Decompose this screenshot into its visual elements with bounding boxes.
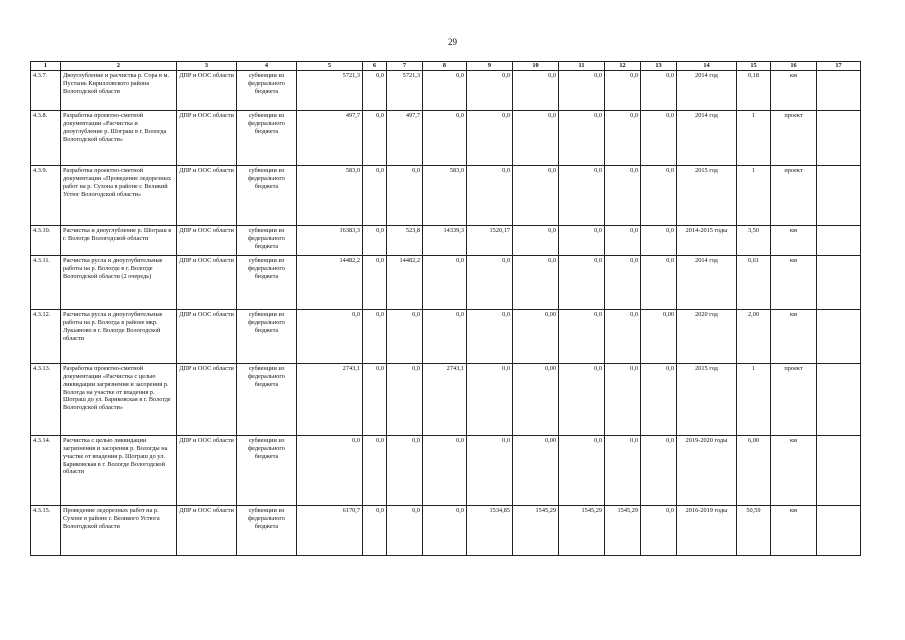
- row-name: Расчистка и дноуглубление р. Шограш в г. Вологде Вологодской области: [61, 226, 177, 256]
- row-value-8: 0,0: [423, 71, 467, 111]
- row-total: 497,7: [297, 111, 363, 166]
- row-code: 4.3.9.: [31, 166, 61, 226]
- column-header: 7: [387, 62, 423, 71]
- row-value-9: 0,0: [467, 71, 513, 111]
- row-value-13: 0,0: [641, 256, 677, 310]
- row-value-6: 0,0: [363, 506, 387, 556]
- row-quantity: 2,00: [737, 310, 771, 364]
- table-row: [31, 256, 861, 310]
- row-unit: км: [771, 71, 817, 111]
- row-name: Разработка проектно-сметной документации «Проведение ледорезных работ на р. Сухона в районе г. Великий Устюг Вологодской области»: [61, 166, 177, 226]
- row-quantity: 1: [737, 111, 771, 166]
- row-value-7: 0,0: [387, 166, 423, 226]
- row-executor: ДПР и ООС области: [177, 364, 237, 436]
- row-value-7: 497,7: [387, 111, 423, 166]
- row-code: 4.3.11.: [31, 256, 61, 310]
- row-value-8: 14339,3: [423, 226, 467, 256]
- row-value-7: 5721,3: [387, 71, 423, 111]
- table-row: [31, 166, 861, 226]
- row-value-10: 0,0: [513, 226, 559, 256]
- row-value-7: 14482,2: [387, 256, 423, 310]
- row-executor: ДПР и ООС области: [177, 256, 237, 310]
- row-value-13: 0,00: [641, 310, 677, 364]
- row-code: 4.3.15.: [31, 506, 61, 556]
- row-value-10: 0,0: [513, 256, 559, 310]
- row-quantity: 1: [737, 166, 771, 226]
- row-name: Расчистка с целью ликвидации загрязнения и засорения р. Вологды на участке от впадения р. Шограш до ул. Бариковская в г. Вологде Вологодской области: [61, 436, 177, 506]
- row-executor: ДПР и ООС области: [177, 506, 237, 556]
- row-funding-source: субвенции из федерального бюджета: [237, 364, 297, 436]
- table-row: [31, 506, 861, 556]
- row-quantity: 0,61: [737, 256, 771, 310]
- table-row: [31, 436, 861, 506]
- row-code: 4.3.12.: [31, 310, 61, 364]
- row-value-17: [817, 111, 861, 166]
- row-value-17: [817, 506, 861, 556]
- row-value-9: 0,0: [467, 436, 513, 506]
- row-value-7: 0,0: [387, 506, 423, 556]
- row-value-17: [817, 166, 861, 226]
- row-quantity: 1: [737, 364, 771, 436]
- row-funding-source: субвенции из федерального бюджета: [237, 436, 297, 506]
- row-value-11: 0,0: [559, 71, 605, 111]
- row-name: Двоуглубление и расчистка р. Сора в м. Пустынь Кирилловского района Вологодской области: [61, 71, 177, 111]
- row-funding-source: субвенции из федерального бюджета: [237, 166, 297, 226]
- column-header: 3: [177, 62, 237, 71]
- row-value-10: 0,0: [513, 111, 559, 166]
- row-value-9: 0,0: [467, 310, 513, 364]
- column-header: 9: [467, 62, 513, 71]
- row-value-10: 0,00: [513, 436, 559, 506]
- row-period: 2015 год: [677, 364, 737, 436]
- row-quantity: 0,18: [737, 71, 771, 111]
- row-code: 4.3.7.: [31, 71, 61, 111]
- table-row: [31, 111, 861, 166]
- row-value-6: 0,0: [363, 436, 387, 506]
- row-value-9: 1534,85: [467, 506, 513, 556]
- row-value-11: 0,0: [559, 226, 605, 256]
- row-quantity: 50,59: [737, 506, 771, 556]
- column-header: 5: [297, 62, 363, 71]
- column-header: 14: [677, 62, 737, 71]
- row-total: 16383,3: [297, 226, 363, 256]
- row-value-7: 0,0: [387, 310, 423, 364]
- column-header: 2: [61, 62, 177, 71]
- row-value-9: 1520,17: [467, 226, 513, 256]
- row-total: 5721,3: [297, 71, 363, 111]
- table-row: [31, 310, 861, 364]
- row-total: 14482,2: [297, 256, 363, 310]
- row-unit: проект: [771, 166, 817, 226]
- column-header: 16: [771, 62, 817, 71]
- row-period: 2014 год: [677, 256, 737, 310]
- row-funding-source: субвенции из федерального бюджета: [237, 111, 297, 166]
- row-value-8: 0,0: [423, 256, 467, 310]
- page-number: 29: [448, 37, 457, 47]
- row-value-6: 0,0: [363, 166, 387, 226]
- row-value-8: 0,0: [423, 436, 467, 506]
- row-name: Проведение ледорезных работ на р. Сухоне в районе г. Великого Устюга Вологодской области: [61, 506, 177, 556]
- row-unit: км: [771, 256, 817, 310]
- row-value-11: 0,0: [559, 310, 605, 364]
- row-executor: ДПР и ООС области: [177, 71, 237, 111]
- column-header: 17: [817, 62, 861, 71]
- row-code: 4.3.14.: [31, 436, 61, 506]
- row-value-8: 0,0: [423, 310, 467, 364]
- row-total: 2743,1: [297, 364, 363, 436]
- row-value-7: 523,8: [387, 226, 423, 256]
- row-value-12: 0,0: [605, 71, 641, 111]
- row-unit: проект: [771, 364, 817, 436]
- row-name: Разработка проектно-сметной документации «Расчистка и дноуглубление р. Шограш в г. Вологда Вологодской области»: [61, 111, 177, 166]
- row-name: Расчистка русла и дноуглубительные работы на р. Вологда в районе мкр. Лукьяново в г. Вологде Вологодской области: [61, 310, 177, 364]
- row-value-13: 0,0: [641, 166, 677, 226]
- column-header: 12: [605, 62, 641, 71]
- row-executor: ДПР и ООС области: [177, 111, 237, 166]
- row-unit: км: [771, 436, 817, 506]
- row-total: 0,0: [297, 436, 363, 506]
- row-code: 4.3.8.: [31, 111, 61, 166]
- row-value-7: 0,0: [387, 436, 423, 506]
- row-executor: ДПР и ООС области: [177, 166, 237, 226]
- row-value-10: 1545,29: [513, 506, 559, 556]
- row-value-12: 0,0: [605, 310, 641, 364]
- row-value-6: 0,0: [363, 111, 387, 166]
- row-value-9: 0,0: [467, 111, 513, 166]
- row-value-17: [817, 226, 861, 256]
- row-total: 0,0: [297, 310, 363, 364]
- row-name: Расчистка русла и дноуглубительные работы на р. Вологде в г. Вологде Вологодской области (2 очередь): [61, 256, 177, 310]
- row-value-13: 0,0: [641, 226, 677, 256]
- row-quantity: 6,00: [737, 436, 771, 506]
- row-funding-source: субвенции из федерального бюджета: [237, 310, 297, 364]
- row-value-6: 0,0: [363, 71, 387, 111]
- row-unit: км: [771, 226, 817, 256]
- row-total: 6170,7: [297, 506, 363, 556]
- row-funding-source: субвенции из федерального бюджета: [237, 226, 297, 256]
- row-value-7: 0,0: [387, 364, 423, 436]
- row-funding-source: субвенции из федерального бюджета: [237, 256, 297, 310]
- row-period: 2019-2020 годы: [677, 436, 737, 506]
- row-value-9: 0,0: [467, 256, 513, 310]
- column-header: 11: [559, 62, 605, 71]
- row-unit: км: [771, 506, 817, 556]
- row-value-9: 0,0: [467, 166, 513, 226]
- row-funding-source: субвенции из федерального бюджета: [237, 71, 297, 111]
- row-value-9: 0,0: [467, 364, 513, 436]
- row-value-13: 0,0: [641, 364, 677, 436]
- row-period: 2020 год: [677, 310, 737, 364]
- row-value-13: 0,0: [641, 436, 677, 506]
- row-executor: ДПР и ООС области: [177, 310, 237, 364]
- table-row: [31, 71, 861, 111]
- row-value-12: 0,0: [605, 364, 641, 436]
- row-value-17: [817, 436, 861, 506]
- table-row: [31, 226, 861, 256]
- row-value-6: 0,0: [363, 364, 387, 436]
- column-header: 13: [641, 62, 677, 71]
- row-value-12: 0,0: [605, 226, 641, 256]
- row-value-12: 0,0: [605, 256, 641, 310]
- row-value-10: 0,00: [513, 364, 559, 436]
- row-period: 2014-2015 годы: [677, 226, 737, 256]
- row-value-11: 0,0: [559, 111, 605, 166]
- column-header: 8: [423, 62, 467, 71]
- table-row: [31, 364, 861, 436]
- row-value-11: 0,0: [559, 436, 605, 506]
- budget-table: [30, 61, 861, 556]
- row-value-13: 0,0: [641, 71, 677, 111]
- row-value-6: 0,0: [363, 226, 387, 256]
- row-total: 583,0: [297, 166, 363, 226]
- row-value-10: 0,0: [513, 166, 559, 226]
- row-unit: проект: [771, 111, 817, 166]
- row-value-6: 0,0: [363, 256, 387, 310]
- row-unit: км: [771, 310, 817, 364]
- row-code: 4.3.10.: [31, 226, 61, 256]
- row-period: 2014 год: [677, 71, 737, 111]
- row-value-17: [817, 310, 861, 364]
- row-value-8: 0,0: [423, 111, 467, 166]
- row-value-12: 0,0: [605, 436, 641, 506]
- row-value-13: 0,0: [641, 111, 677, 166]
- column-header: 15: [737, 62, 771, 71]
- row-period: 2015 год: [677, 166, 737, 226]
- header-row: [31, 62, 861, 71]
- row-period: 2014 год: [677, 111, 737, 166]
- row-value-12: 0,0: [605, 166, 641, 226]
- column-header: 4: [237, 62, 297, 71]
- row-value-11: 1545,29: [559, 506, 605, 556]
- row-value-11: 0,0: [559, 166, 605, 226]
- row-value-17: [817, 71, 861, 111]
- row-value-12: 0,0: [605, 111, 641, 166]
- row-value-11: 0,0: [559, 364, 605, 436]
- row-value-12: 1545,29: [605, 506, 641, 556]
- row-value-17: [817, 364, 861, 436]
- row-value-13: 0,0: [641, 506, 677, 556]
- column-header: 1: [31, 62, 61, 71]
- row-code: 4.3.13.: [31, 364, 61, 436]
- column-header: 10: [513, 62, 559, 71]
- row-funding-source: субвенции из федерального бюджета: [237, 506, 297, 556]
- row-period: 2016-2019 годы: [677, 506, 737, 556]
- row-quantity: 3,50: [737, 226, 771, 256]
- row-executor: ДПР и ООС области: [177, 436, 237, 506]
- row-value-17: [817, 256, 861, 310]
- row-value-8: 2743,1: [423, 364, 467, 436]
- column-header: 6: [363, 62, 387, 71]
- row-value-10: 0,0: [513, 71, 559, 111]
- row-value-8: 583,0: [423, 166, 467, 226]
- row-value-8: 0,0: [423, 506, 467, 556]
- row-value-11: 0,0: [559, 256, 605, 310]
- row-value-6: 0,0: [363, 310, 387, 364]
- row-value-10: 0,00: [513, 310, 559, 364]
- row-executor: ДПР и ООС области: [177, 226, 237, 256]
- row-name: Разработка проектно-сметной документации «Расчистка с целью ликвидации загрязнения и засорения р. Вологда на участке от впадения р. Шограш до ул. Бариковская в г. Вологде Вологодской области»: [61, 364, 177, 436]
